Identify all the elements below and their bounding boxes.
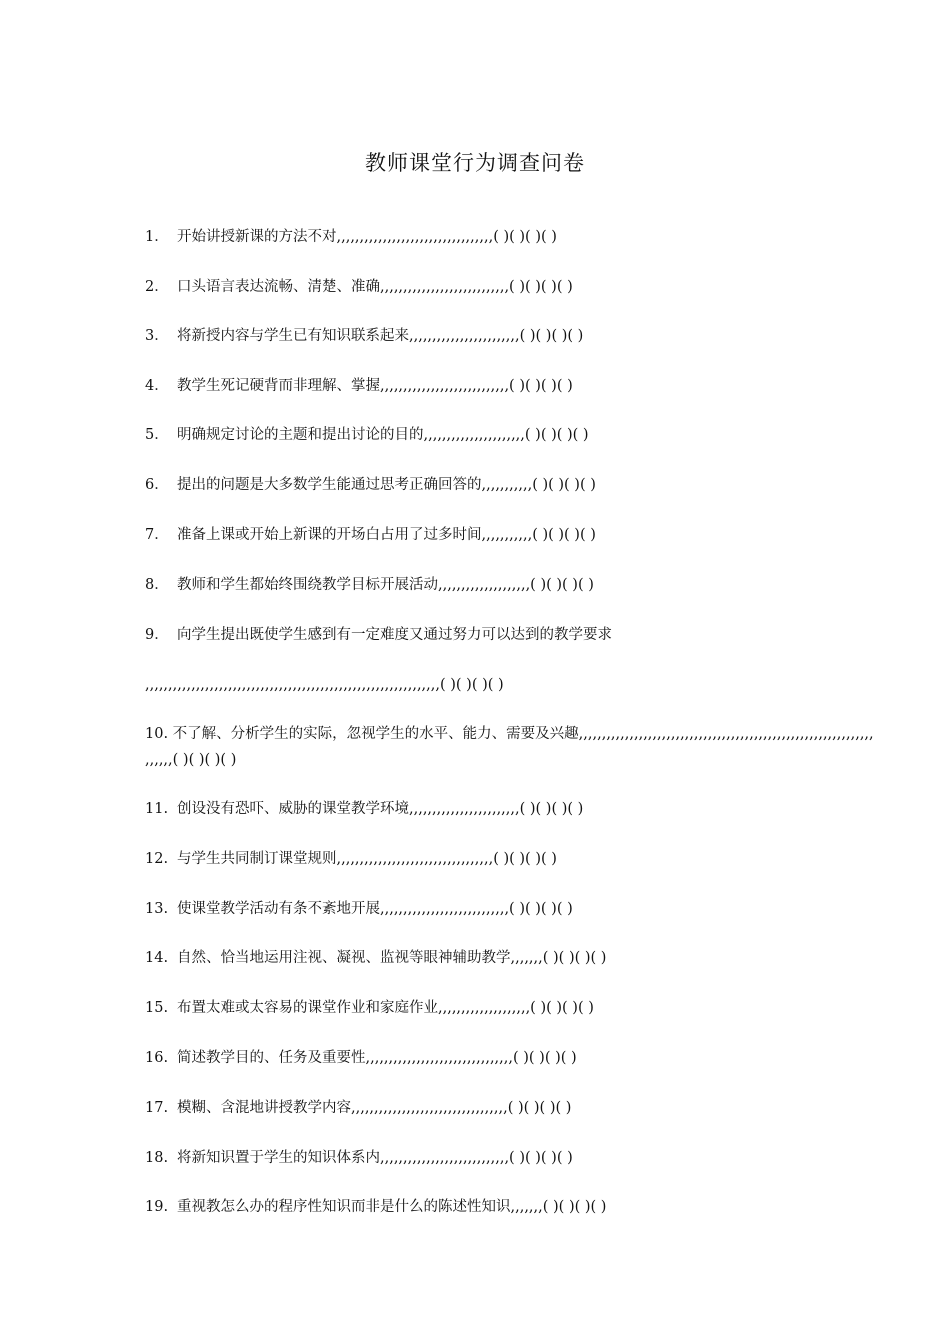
question-19 <box>145 1197 606 1217</box>
question-number: 15. <box>145 1000 169 1016</box>
question-text: 准备上课或开始上新课的开场白占用了过多时间,,,,,,,,,,,( )( )( )( ) <box>177 527 596 543</box>
question-text: 简述教学目的、任务及重要性,,,,,,,,,,,,,,,,,,,,,,,,,,,,,,,,( )( )( )( ) <box>177 1050 577 1066</box>
question-number: 5． <box>145 427 169 443</box>
question-number: 4． <box>145 378 169 394</box>
question-13 <box>145 899 573 919</box>
question-11 <box>145 799 583 819</box>
question-14 <box>145 948 606 968</box>
question-text: 重视教怎么办的程序性知识而非是什么的陈述性知识,,,,,,,( )( )( )( ) <box>177 1199 607 1215</box>
question-number: 9． <box>145 627 169 643</box>
question-16 <box>145 1048 577 1068</box>
question-text: 使课堂教学活动有条不紊地开展,,,,,,,,,,,,,,,,,,,,,,,,,,,,( )( )( )( ) <box>177 901 573 917</box>
question-number: 1． <box>145 229 169 245</box>
question-8 <box>145 575 594 595</box>
question-number: 8． <box>145 577 169 593</box>
question-text: 自然、恰当地运用注视、凝视、监视等眼神辅助教学,,,,,,,( )( )( )( ) <box>177 950 607 966</box>
question-text: 向学生提出既使学生感到有一定难度又通过努力可以达到的教学要求 <box>177 627 612 643</box>
question-text: 教师和学生都始终围绕教学目标开展活动,,,,,,,,,,,,,,,,,,,,( )( )( )( ) <box>177 577 594 593</box>
question-number: 16. <box>145 1050 169 1066</box>
question-5 <box>145 425 589 445</box>
question-9 <box>145 625 612 645</box>
question-number: 18. <box>145 1150 169 1166</box>
question-text: 教学生死记硬背而非理解、掌握,,,,,,,,,,,,,,,,,,,,,,,,,,,,( )( )( )( ) <box>177 378 573 394</box>
question-number: 13. <box>145 901 169 917</box>
page-title: 教师课堂行为调查问卷 <box>365 151 585 175</box>
question-18 <box>145 1148 573 1168</box>
question-7 <box>145 525 596 545</box>
question-text: 明确规定讨论的主题和提出讨论的目的,,,,,,,,,,,,,,,,,,,,,,( )( )( )( ) <box>177 427 589 443</box>
question-number: 2． <box>145 279 169 295</box>
question-4 <box>145 376 573 396</box>
question-text: 开始讲授新课的方法不对,,,,,,,,,,,,,,,,,,,,,,,,,,,,,,,,,,( )( )( )( ) <box>177 229 557 245</box>
question-text: 将新授内容与学生已有知识联系起来,,,,,,,,,,,,,,,,,,,,,,,,( )( )( )( ) <box>177 328 584 344</box>
question-number: 19. <box>145 1199 169 1215</box>
question-10-line-1: 10. 不了解、分析学生的实际，忽视学生的水平、能力、需要及兴趣,,,,,,,,,,,,,,,,,,,,,,,,,,,,,,,,,,,,,,,,,,,,,,,,,,,,,,,,,,,,,,,, <box>145 726 874 742</box>
question-15 <box>145 998 594 1018</box>
question-3 <box>145 326 583 346</box>
question-text: 提出的问题是大多数学生能通过思考正确回答的,,,,,,,,,,,( )( )( )( ) <box>177 477 596 493</box>
question-1 <box>145 227 557 247</box>
question-text: 布置太难或太容易的课堂作业和家庭作业,,,,,,,,,,,,,,,,,,,,( )( )( )( ) <box>177 1000 594 1016</box>
question-2 <box>145 277 573 297</box>
question-text: 模糊、含混地讲授教学内容,,,,,,,,,,,,,,,,,,,,,,,,,,,,,,,,,,( )( )( )( ) <box>177 1100 572 1116</box>
question-17 <box>145 1098 571 1118</box>
question-number: 17. <box>145 1100 169 1116</box>
question-number: 6． <box>145 477 169 493</box>
question-10-line-2: ,,,,,,( )( )( )( ) <box>145 752 237 768</box>
question-text: 口头语言表达流畅、清楚、准确,,,,,,,,,,,,,,,,,,,,,,,,,,,,( )( )( )( ) <box>177 279 573 295</box>
question-text: 将新知识置于学生的知识体系内,,,,,,,,,,,,,,,,,,,,,,,,,,,,( )( )( )( ) <box>177 1150 573 1166</box>
question-text: 与学生共同制订课堂规则,,,,,,,,,,,,,,,,,,,,,,,,,,,,,,,,,,( )( )( )( ) <box>177 851 557 867</box>
question-6 <box>145 475 596 495</box>
question-text: 创设没有恐吓、威胁的课堂教学环境,,,,,,,,,,,,,,,,,,,,,,,,( )( )( )( ) <box>177 801 584 817</box>
question-9-continuation: ,,,,,,,,,,,,,,,,,,,,,,,,,,,,,,,,,,,,,,,,,,,,,,,,,,,,,,,,,,,,,,,,( )( )( )( ) <box>145 677 504 693</box>
question-number: 14. <box>145 950 169 966</box>
question-number: 12. <box>145 851 169 867</box>
question-number: 7． <box>145 527 169 543</box>
question-12 <box>145 849 557 869</box>
question-number: 11. <box>145 801 169 817</box>
question-number: 3． <box>145 328 169 344</box>
